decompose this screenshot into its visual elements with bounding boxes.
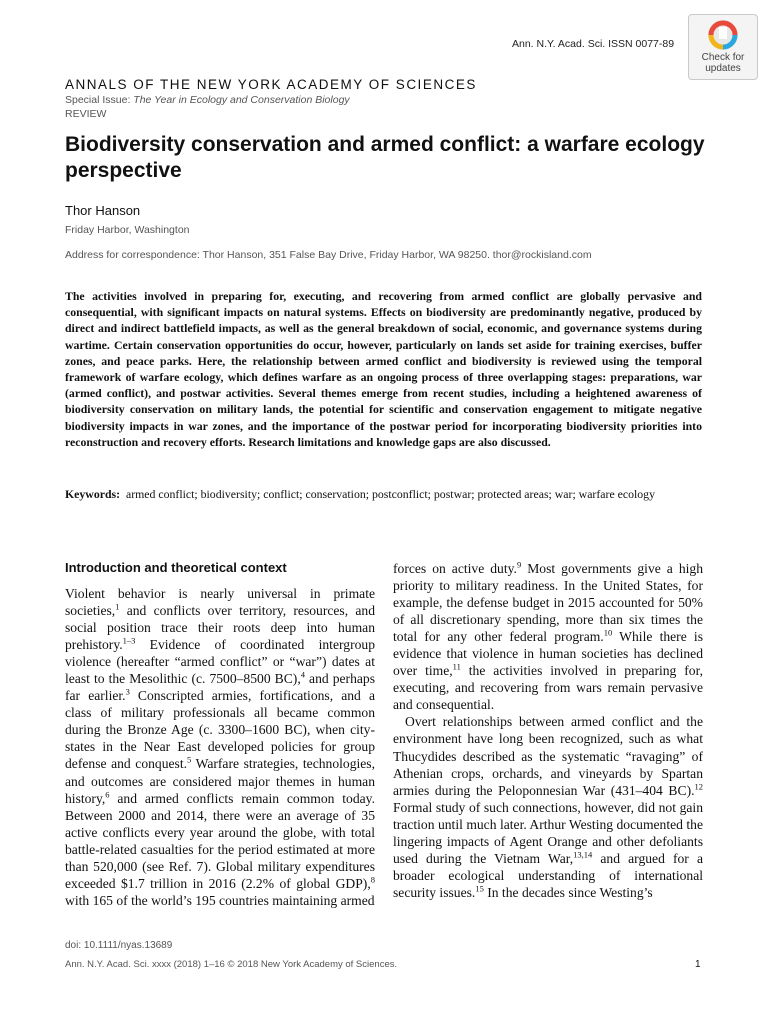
reference[interactable]: 9 (516, 559, 522, 570)
body-column-left (65, 560, 375, 909)
text-run: While there is evidence that violence in human societies has declined over time, (393, 629, 703, 679)
reference[interactable]: 1–3 (122, 635, 136, 646)
text-run: In the decades since Westing’s (483, 884, 653, 900)
correspondence-address: Address for correspondence: Thor Hanson, 351 False Bay Drive, Friday Harbor, WA 98250. thor@rockisland.com (65, 249, 592, 261)
reference[interactable]: 11 (452, 661, 461, 672)
text-run: Overt relationships between armed conflict and the environment have long been recognized, such as what Thucydides described as the systematic “ravaging” of Athenian crops, orchards, and vineyards by Spartan armies during the Peloponnesian War (431–404 BC). (393, 714, 703, 798)
text-run: Formal study of such connections, however, did not gain traction until much later. Arthur Westing documented the lingering impacts of Agent Orange and other defoliants used during the Vietnam War, (393, 799, 703, 866)
badge-label-line1: Check for (701, 52, 745, 63)
reference[interactable]: 8 (370, 874, 375, 885)
check-for-updates-badge[interactable] (688, 14, 758, 80)
text-run: and argued for a broader ecological understanding of international security issues. (393, 850, 703, 900)
crossmark-icon (706, 18, 740, 52)
paragraph (393, 713, 703, 901)
abstract: The activities involved in preparing for, executing, and recovering from armed conflict are globally pervasive and consequential, with significant impacts on natural systems. Effects on biodiversity are predominantly negative, produced by direct and indirect battlefield impacts, as well as the general breakdown of social, economic, and governance systems during wartime. Certain conservation opportunities do occur, however, particularly on lands set aside for training exercises, buffer zones, and peace parks. Here, the relationship between armed conflict and biodiversity is reviewed using the temporal framework of warfare ecology, which defines warfare as an ongoing process of three overlapping stages: preparations, war (armed conflict), and postwar activities. Several themes emerge from recent studies, including a heightened awareness of biodiversity conservation on military lands, the potential for scientific and conservation engagement to mitigate negative biodiversity impacts in war zones, and the importance of the postwar period for incorporating biodiversity priorities into reconstruction and recovery efforts. Research limitations and knowledge gaps are also discussed. (65, 289, 702, 449)
text-run: forces on active duty. (393, 561, 517, 576)
reference[interactable]: 6 (105, 789, 110, 800)
text-run: with 165 of the world’s 195 countries maintaining armed (65, 892, 375, 908)
article-type: REVIEW (65, 108, 107, 120)
keywords-label: Keywords: (65, 487, 121, 501)
text-run: and perhaps far earlier. (65, 671, 375, 704)
reference[interactable]: 5 (187, 754, 192, 765)
badge-label (689, 52, 757, 74)
text-run: Violent behavior is nearly universal in primate societies, (65, 586, 375, 619)
reference[interactable]: 12 (694, 781, 703, 792)
text-run: Most governments give a high priority to military readiness. In the United States, for example, the defense budget in 2015 accounted for 50% of all discretionary spending, more than six times the total for any other federal program. (393, 561, 703, 645)
text-run: Conscripted armies, fortifications, and a class of military professionals all became common during the Bronze Age (c. 3300–1600 BC), when city-states in the Near East developed policies for group defense and conquest. (65, 688, 375, 772)
text-run: Evidence of coordinated intergroup violence (hereafter “armed conflict” or “war”) dates at least to the Mesolithic (c. 7500–8500 BC), (65, 637, 375, 687)
paragraph (65, 585, 375, 909)
footer-citation: Ann. N.Y. Acad. Sci. xxxx (2018) 1–16 © 2018 New York Academy of Sciences. (65, 959, 398, 970)
reference[interactable]: 10 (603, 627, 613, 638)
text-run: and armed conflicts remain common today. Between 2000 and 2014, there were an average of 35 active conflicts every year around the globe, with total battle-related casualties for the period estimated at more than 520,000 (see Ref. 7). Global military expenditures exceeded $1.7 trillion in 2016 (2.2% of global GDP), (65, 790, 375, 891)
paragraph (393, 560, 703, 713)
keywords (65, 486, 702, 502)
author-affiliation: Friday Harbor, Washington (65, 224, 190, 236)
badge-label-line2: updates (705, 63, 741, 74)
body-column-right (393, 560, 703, 901)
text-run: and conflicts over territory, resources, and social position trace their roots deep into human prehistory. (65, 603, 375, 653)
journal-name: ANNALS OF THE NEW YORK ACADEMY OF SCIENCES (65, 77, 477, 92)
special-issue (65, 94, 350, 106)
text-run: Warfare strategies, technologies, and outcomes are considered major themes in human history, (65, 756, 376, 806)
reference[interactable]: 13,14 (573, 849, 593, 860)
special-issue-title: The Year in Ecology and Conservation Biology (133, 94, 350, 106)
reference[interactable]: 15 (475, 883, 484, 894)
keywords-list: armed conflict; biodiversity; conflict; conservation; postconflict; postwar; protected areas; war; warfare ecology (125, 487, 655, 501)
article-title: Biodiversity conservation and armed conflict: a warfare ecology perspective (65, 133, 705, 182)
special-issue-prefix: Special Issue: (65, 94, 134, 106)
author-name: Thor Hanson (65, 203, 141, 218)
text-run: the activities involved in preparing for, executing, and recovering from wars remain pervasive and consequential. (393, 663, 703, 713)
doi[interactable]: doi: 10.1111/nyas.13689 (65, 940, 173, 951)
reference[interactable]: 3 (125, 686, 130, 697)
reference[interactable]: 4 (300, 669, 305, 680)
journal-issn: Ann. N.Y. Acad. Sci. ISSN 0077-89 (512, 38, 675, 50)
page-number: 1 (695, 959, 701, 970)
section-heading: Introduction and theoretical context (65, 560, 287, 575)
reference[interactable]: 1 (115, 601, 120, 612)
